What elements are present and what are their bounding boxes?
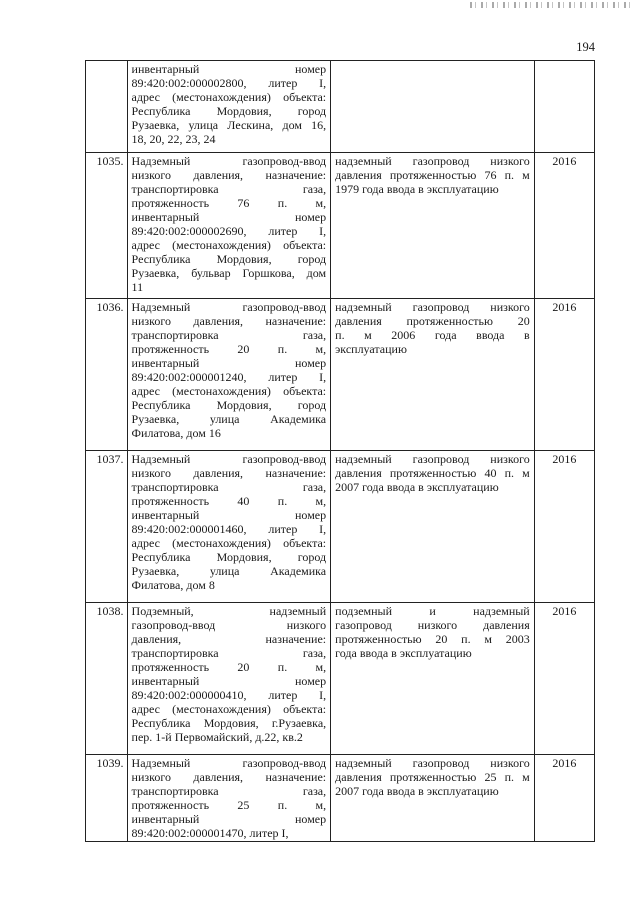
object-description-cell (331, 755, 535, 842)
object-name-cell-line: инвентарный номер (131, 508, 327, 522)
object-name-cell-line: 89:420:002:000002690, литер I, (131, 224, 327, 238)
registry-table-body (86, 61, 595, 842)
object-description-cell-line: подземный и надземный (335, 604, 530, 618)
object-name-cell-line: инвентарный номер (131, 356, 327, 370)
object-description-cell (331, 603, 535, 755)
object-description-cell-line: давления протяженностью 20 (335, 314, 530, 328)
object-name-cell-line: Надземный газопровод-ввод (131, 452, 327, 466)
table-row (86, 755, 595, 842)
table-row (86, 153, 595, 299)
table-row (86, 451, 595, 603)
object-name-cell-line: Надземный газопровод-ввод (131, 756, 327, 770)
object-description-cell-line: протяженностью 20 п. м 2003 (335, 632, 530, 646)
object-name-cell-line: низкого давления, назначение: (131, 314, 327, 328)
object-name-cell-line: адрес (местонахождения) объекта: (131, 90, 327, 104)
object-name-cell-line: 89:420:002:000002800, литер I, (131, 76, 327, 90)
object-description-cell-line: давления протяженностью 25 п. м (335, 770, 530, 784)
object-name-cell-line: Республика Мордовия, г.Рузаевка, (131, 716, 327, 730)
object-description-cell-line: года ввода в эксплуатацию (335, 646, 472, 660)
object-name-cell-line: пер. 1-й Первомайский, д.22, кв.2 (131, 730, 303, 744)
scan-artifact (470, 2, 635, 8)
object-name-cell-line: низкого давления, назначение: (131, 770, 327, 784)
object-name-cell-line: 89:420:002:000001460, литер I, (131, 522, 327, 536)
object-name-cell (127, 451, 331, 603)
object-description-cell (331, 299, 535, 451)
object-name-cell-line: протяженность 20 п. м, (131, 660, 327, 674)
object-name-cell-line: Надземный газопровод-ввод (131, 154, 327, 168)
object-name-cell-line: Республика Мордовия, город (131, 550, 327, 564)
object-name-cell-line: Надземный газопровод-ввод (131, 300, 327, 314)
object-name-cell-line: адрес (местонахождения) объекта: (131, 238, 327, 252)
object-description-cell-line: давления протяженностью 76 п. м (335, 168, 530, 182)
row-number: 1038. (86, 603, 128, 755)
object-name-cell-line: инвентарный номер (131, 812, 327, 826)
object-description-cell (331, 451, 535, 603)
table-row (86, 299, 595, 451)
year-cell: 2016 (534, 755, 594, 842)
object-name-cell-line: адрес (местонахождения) объекта: (131, 384, 327, 398)
row-number: 1036. (86, 299, 128, 451)
object-name-cell-line: транспортировка газа, (131, 182, 327, 196)
object-name-cell-line: 89:420:002:000000410, литер I, (131, 688, 327, 702)
registry-table (85, 60, 595, 842)
object-name-cell (127, 755, 331, 842)
object-name-cell-line: протяженность 20 п. м, (131, 342, 327, 356)
object-name-cell-line: инвентарный номер (131, 210, 327, 224)
object-name-cell-line: протяженность 76 п. м, (131, 196, 327, 210)
object-description-cell-line: газопровод низкого давления (335, 618, 530, 632)
object-name-cell-line: Рузаевка, улица Академика (131, 412, 327, 426)
object-description-cell-line: п. м 2006 года ввода в (335, 328, 530, 342)
object-description-cell-line: 2007 года ввода в эксплуатацию (335, 480, 499, 494)
object-description-cell-line: давления протяженностью 40 п. м (335, 466, 530, 480)
object-name-cell-line: 89:420:002:000001240, литер I, (131, 370, 327, 384)
object-name-cell-line: газопровод-ввод низкого (131, 618, 327, 632)
object-name-cell-line: Республика Мордовия, город (131, 252, 327, 266)
object-name-cell-line: Филатова, дом 8 (131, 578, 215, 592)
object-name-cell (127, 603, 331, 755)
table-row (86, 603, 595, 755)
object-name-cell-line: Республика Мордовия, город (131, 104, 327, 118)
object-description-cell-line: надземный газопровод низкого (335, 452, 530, 466)
object-name-cell-line: Подземный, надземный (131, 604, 327, 618)
object-description-cell (331, 153, 535, 299)
year-cell: 2016 (534, 603, 594, 755)
object-name-cell-line: инвентарный номер (131, 674, 327, 688)
row-number (86, 61, 128, 153)
object-description-cell-line: 1979 года ввода в эксплуатацию (335, 182, 499, 196)
object-name-cell-line: Филатова, дом 16 (131, 426, 221, 440)
object-name-cell-line: 11 (131, 280, 144, 294)
object-name-cell-line: Республика Мордовия, город (131, 398, 327, 412)
object-name-cell-line: транспортировка газа, (131, 328, 327, 342)
object-name-cell-line: давления, назначение: (131, 632, 327, 646)
object-name-cell-line: низкого давления, назначение: (131, 168, 327, 182)
row-number: 1039. (86, 755, 128, 842)
year-cell: 2016 (534, 153, 594, 299)
year-cell (534, 61, 594, 153)
object-name-cell-line: транспортировка газа, (131, 646, 327, 660)
object-name-cell-line: Рузаевка, улица Лескина, дом 16, (131, 118, 327, 132)
object-name-cell-line: протяженность 25 п. м, (131, 798, 327, 812)
year-cell: 2016 (534, 451, 594, 603)
object-name-cell (127, 61, 331, 153)
object-name-cell (127, 299, 331, 451)
object-description-cell-line: надземный газопровод низкого (335, 154, 530, 168)
object-name-cell-line: протяженность 40 п. м, (131, 494, 327, 508)
object-name-cell-line: Рузаевка, улица Академика (131, 564, 327, 578)
year-cell: 2016 (534, 299, 594, 451)
object-name-cell-line: низкого давления, назначение: (131, 466, 327, 480)
row-number: 1037. (86, 451, 128, 603)
object-name-cell-line: 18, 20, 22, 23, 24 (131, 132, 216, 146)
row-number: 1035. (86, 153, 128, 299)
object-name-cell-line: адрес (местонахождения) объекта: (131, 536, 327, 550)
object-name-cell-line: 89:420:002:000001470, литер I, (131, 826, 289, 840)
object-description-cell-line: надземный газопровод низкого (335, 300, 530, 314)
object-description-cell-line: 2007 года ввода в эксплуатацию (335, 784, 499, 798)
object-name-cell (127, 153, 331, 299)
page-number: 194 (576, 40, 595, 54)
table-row (86, 61, 595, 153)
object-name-cell-line: транспортировка газа, (131, 480, 327, 494)
object-name-cell-line: адрес (местонахождения) объекта: (131, 702, 327, 716)
object-name-cell-line: Рузаевка, бульвар Горшкова, дом (131, 266, 327, 280)
object-description-cell-line: эксплуатацию (335, 342, 407, 356)
object-description-cell (331, 61, 535, 153)
object-description-cell-line: надземный газопровод низкого (335, 756, 530, 770)
object-name-cell-line: инвентарный номер (131, 62, 327, 76)
object-name-cell-line: транспортировка газа, (131, 784, 327, 798)
